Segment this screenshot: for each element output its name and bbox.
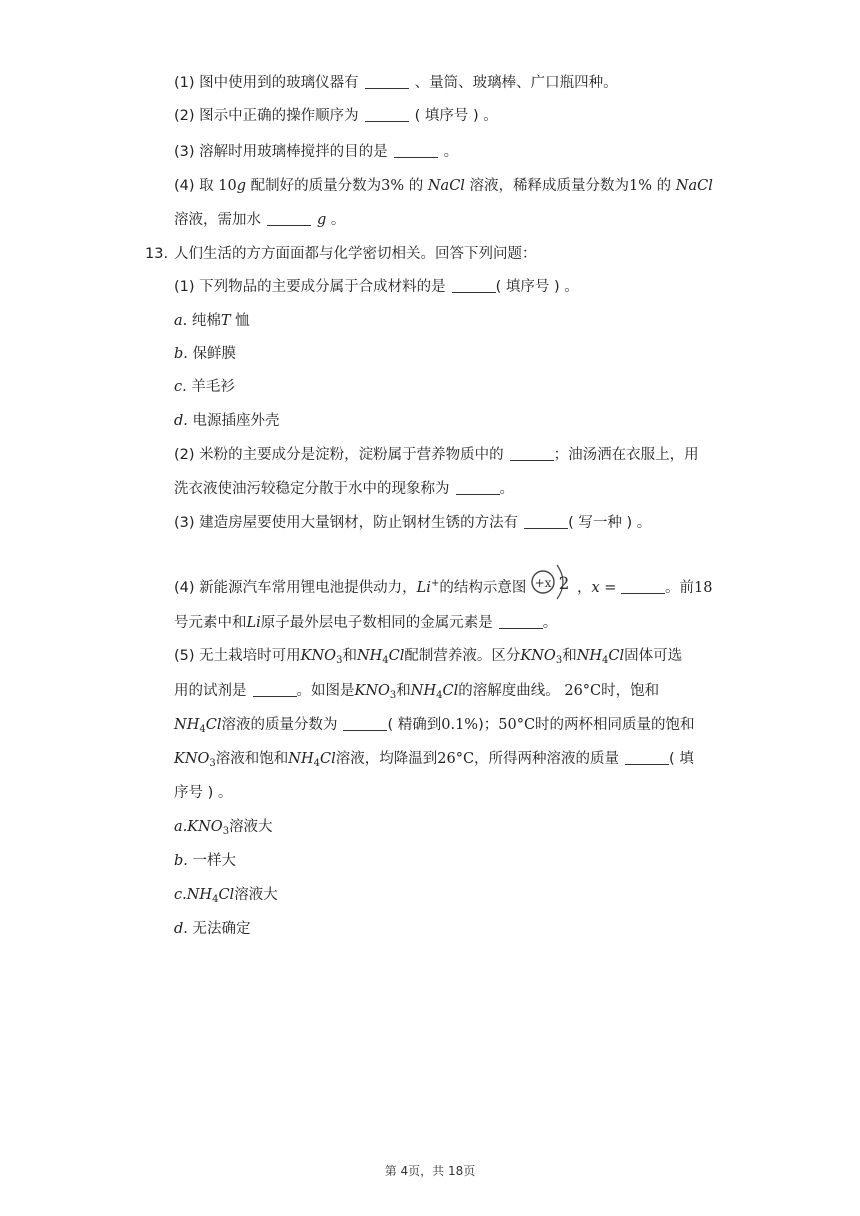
answer-blank[interactable] [452, 278, 496, 293]
q13-intro: 人们生活的方方面面都与化学密切相关。回答下列问题： [174, 246, 537, 262]
q13-sub4: (4) 新能源汽车常用锂电池提供动力，Li+的结构示意图 +x 2 ，x = 。前18 [174, 562, 712, 602]
q13-sub3: (3) 建造房屋要使用大量钢材，防止钢材生锈的方法有 ( 写一种 ) 。 [174, 515, 652, 531]
option-c: c. 羊毛衫 [174, 379, 235, 395]
answer-blank[interactable] [524, 514, 568, 529]
option-b: b. 保鲜膜 [174, 346, 237, 362]
page-footer: 第 4页，共 18页 [384, 1164, 476, 1178]
shell-electron-count: 2 [558, 574, 570, 594]
q13-sub2: (2) 米粉的主要成分是淀粉，淀粉属于营养物质中的 ；油汤洒在衣服上，用 [174, 447, 699, 463]
answer-blank[interactable] [621, 579, 665, 594]
answer-blank[interactable] [253, 682, 297, 697]
q13-sub1: (1) 下列物品的主要成分属于合成材料的是 ( 填序号 ) 。 [174, 279, 579, 295]
q12-sub4: (4) 取 10g 配制好的质量分数为3% 的 NaCl 溶液，稀释成质量分数为1% 的 NaCl [174, 178, 713, 194]
answer-blank[interactable] [365, 107, 409, 122]
q13-sub2-cont: 洗衣液使油污较稳定分散于水中的现象称为 。 [174, 481, 514, 497]
answer-blank[interactable] [365, 74, 409, 89]
answer-blank[interactable] [394, 143, 438, 158]
nucleus-label: +x [534, 576, 552, 590]
option-a: $a.KNO_3$溶液大 [174, 819, 273, 837]
q13-sub5-line4: $KNO_3$溶液和饱和$NH_4Cl$溶液，均降温到26°C，所得两种溶液的质量 ( 填 [174, 751, 694, 769]
option-d: d. 无法确定 [174, 921, 251, 937]
q13-sub5: (5) 无土栽培时可用$KNO_3$和$NH_4Cl$配制营养液。区分$KNO_3$和$NH_4Cl$固体可选 [174, 648, 683, 666]
option-d: d. 电源插座外壳 [174, 413, 280, 429]
answer-blank[interactable] [267, 211, 311, 226]
q13-sub5-line5: 序号 ) 。 [174, 785, 233, 801]
question-number: 13. [145, 246, 169, 262]
answer-blank[interactable] [499, 614, 543, 629]
li-ion-structure-diagram [531, 562, 577, 602]
option-c: $c.NH_4Cl$溶液大 [174, 887, 278, 905]
answer-blank[interactable] [343, 716, 387, 731]
q13-sub5-line3: $NH_4Cl$溶液的质量分数为 ( 精确到0.1%)；50°C时的两杯相同质量的饱和 [174, 717, 695, 735]
answer-blank[interactable] [625, 750, 669, 765]
q12-sub1: (1) 图中使用到的玻璃仪器有 、量筒、玻璃棒、广口瓶四种。 [174, 75, 618, 91]
answer-blank[interactable] [510, 446, 554, 461]
option-a: a. 纯棉T 恤 [174, 313, 250, 329]
q13-sub5-line2: 用的试剂是 。如图是$KNO_3$和$NH_4Cl$的溶解度曲线。 26°C时，饱和 [174, 683, 660, 701]
answer-blank[interactable] [456, 480, 500, 495]
option-b: b. 一样大 [174, 853, 237, 869]
q12-sub2: (2) 图示中正确的操作顺序为 ( 填序号 ) 。 [174, 108, 498, 124]
q13-sub4-cont: 号元素中和Li原子最外层电子数相同的金属元素是 。 [174, 615, 558, 631]
q12-sub4-cont: 溶液，需加水 g 。 [174, 212, 346, 228]
q12-sub3: (3) 溶解时用玻璃棒搅拌的目的是 。 [174, 144, 459, 160]
